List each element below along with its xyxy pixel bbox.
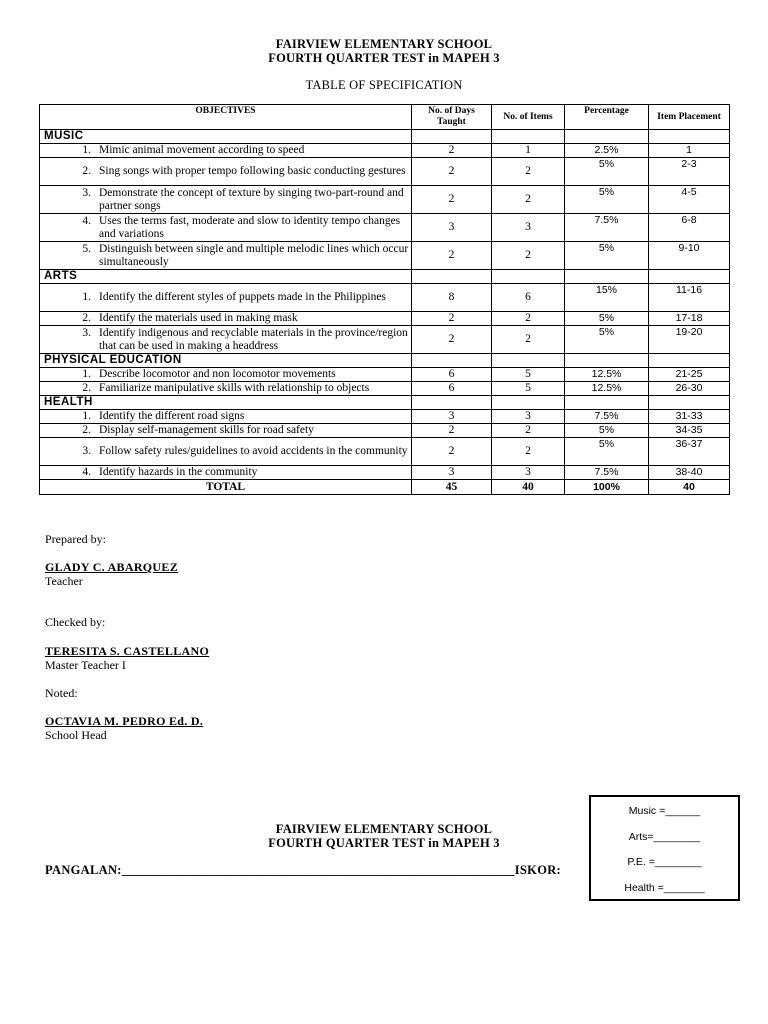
objective-cell <box>40 424 412 438</box>
days-taught-cell: 3 <box>412 466 492 480</box>
percentage-cell: 5% <box>565 186 649 214</box>
total-items: 40 <box>492 480 565 495</box>
objective-text: Follow safety rules/guidelines to avoid accidents in the community <box>99 445 408 457</box>
objective <box>42 291 409 304</box>
objective-text: Identify indigenous and recyclable materials in the province/region that can be used in making a headdress <box>99 326 408 352</box>
objective-text: Display self-management skills for road safety <box>99 424 314 436</box>
objective-cell <box>40 158 412 186</box>
objective-number: 3. <box>82 326 91 339</box>
items-cell: 1 <box>492 144 565 158</box>
table-row <box>40 186 730 214</box>
empty-cell <box>565 354 649 368</box>
days-taught-header: No. of Days Taught <box>412 105 492 130</box>
objective-number: 1. <box>82 144 91 156</box>
empty-cell <box>412 396 492 410</box>
percentage-cell: 5% <box>565 424 649 438</box>
school-name: FAIRVIEW ELEMENTARY SCHOOL <box>275 37 493 51</box>
noted-label: Noted: <box>45 686 78 700</box>
section-heading: MUSIC <box>40 130 412 144</box>
objective-cell <box>40 466 412 480</box>
section-row <box>40 270 730 284</box>
objective-cell <box>40 312 412 326</box>
days-taught-cell: 2 <box>412 158 492 186</box>
days-taught-cell: 3 <box>412 214 492 242</box>
empty-cell <box>649 396 730 410</box>
objective-text: Distinguish between single and multiple melodic lines which occur simultaneously <box>99 242 409 268</box>
music-score-field: Music =______ <box>628 805 701 817</box>
percentage-cell: 7.5% <box>565 466 649 480</box>
percentage-cell: 15% <box>565 284 649 312</box>
objective-cell <box>40 144 412 158</box>
objective-text: Describe locomotor and non locomotor movements <box>99 368 336 380</box>
table-row <box>40 382 730 396</box>
objective <box>42 243 409 269</box>
total-percentage: 100% <box>565 480 649 495</box>
objective <box>42 424 409 437</box>
section-row <box>40 354 730 368</box>
noted-name: OCTAVIA M. PEDRO Ed. D. <box>45 714 204 728</box>
days-taught-cell: 2 <box>412 242 492 270</box>
days-taught-cell: 2 <box>412 326 492 354</box>
checked-by-role: Master Teacher I <box>45 658 126 672</box>
test-page-title: FOURTH QUARTER TEST in MAPEH 3 <box>268 836 500 850</box>
items-cell: 2 <box>492 326 565 354</box>
empty-cell <box>565 130 649 144</box>
prepared-by-label: Prepared by: <box>45 532 106 546</box>
objective-cell <box>40 382 412 396</box>
percentage-cell: 2.5% <box>565 144 649 158</box>
percentage-cell: 5% <box>565 158 649 186</box>
prepared-by-role: Teacher <box>45 574 83 588</box>
items-cell: 3 <box>492 466 565 480</box>
objective-text: Uses the terms fast, moderate and slow to identity tempo changes and variations <box>99 214 401 240</box>
objective-text: Identify the different styles of puppets made in the Philippines <box>99 291 386 303</box>
objective-text: Identify the materials used in making mask <box>99 312 298 324</box>
objective <box>42 368 409 381</box>
table-row <box>40 214 730 242</box>
objective <box>42 312 409 325</box>
objective-number: 4. <box>82 214 91 227</box>
empty-cell <box>412 130 492 144</box>
days-taught-cell: 2 <box>412 438 492 466</box>
days-taught-cell: 2 <box>412 186 492 214</box>
objective-number: 2. <box>82 312 91 324</box>
table-row <box>40 312 730 326</box>
days-taught-cell: 8 <box>412 284 492 312</box>
test-school-name: FAIRVIEW ELEMENTARY SCHOOL <box>275 822 493 836</box>
objective-cell <box>40 438 412 466</box>
checked-by-label: Checked by: <box>45 615 106 629</box>
items-cell: 2 <box>492 158 565 186</box>
section-row <box>40 130 730 144</box>
percentage-cell: 7.5% <box>565 214 649 242</box>
item-placement-cell: 4-5 <box>649 186 730 214</box>
percentage-cell: 7.5% <box>565 410 649 424</box>
item-placement-cell: 2-3 <box>649 158 730 186</box>
objective-number: 1. <box>82 291 91 303</box>
empty-cell <box>649 270 730 284</box>
table-row <box>40 438 730 466</box>
objective-cell <box>40 368 412 382</box>
objective-text: Sing songs with proper tempo following basic conducting gestures <box>99 165 406 177</box>
specification-table <box>39 104 730 495</box>
objective <box>42 187 409 213</box>
empty-cell <box>649 354 730 368</box>
objective-number: 1. <box>82 368 91 380</box>
items-cell: 2 <box>492 186 565 214</box>
items-cell: 6 <box>492 284 565 312</box>
objective-text: Identify hazards in the community <box>99 466 258 478</box>
objective-text: Demonstrate the concept of texture by singing two-part-round and partner songs <box>99 186 404 212</box>
objective-number: 2. <box>82 382 91 394</box>
table-row <box>40 284 730 312</box>
objective-text: Mimic animal movement according to speed <box>99 144 305 156</box>
objective <box>42 215 409 241</box>
objective-cell <box>40 410 412 424</box>
item-placement-cell: 1 <box>649 144 730 158</box>
items-cell: 5 <box>492 382 565 396</box>
objective-cell <box>40 242 412 270</box>
total-label: TOTAL <box>40 480 412 495</box>
percentage-cell: 5% <box>565 242 649 270</box>
table-row <box>40 144 730 158</box>
objective-cell <box>40 214 412 242</box>
days-taught-cell: 6 <box>412 368 492 382</box>
objective <box>42 144 409 157</box>
item-placement-cell: 17-18 <box>649 312 730 326</box>
name-score-line: PANGALAN:____________________________________________________________ISKOR: <box>45 863 562 877</box>
items-cell: 2 <box>492 242 565 270</box>
section-heading: HEALTH <box>40 396 412 410</box>
item-placement-cell: 34-35 <box>649 424 730 438</box>
score-box <box>589 795 740 901</box>
total-row <box>40 480 730 495</box>
objective <box>42 466 409 479</box>
objective <box>42 327 409 353</box>
empty-cell <box>565 270 649 284</box>
empty-cell <box>492 130 565 144</box>
prepared-by-name: GLADY C. ABARQUEZ <box>45 560 179 574</box>
item-placement-cell: 6-8 <box>649 214 730 242</box>
objective-number: 2. <box>82 424 91 436</box>
percentage-cell: 12.5% <box>565 382 649 396</box>
items-cell: 3 <box>492 410 565 424</box>
objectives-header: OBJECTIVES <box>40 105 412 130</box>
days-taught-cell: 3 <box>412 410 492 424</box>
item-placement-cell: 19-20 <box>649 326 730 354</box>
percentage-cell: 12.5% <box>565 368 649 382</box>
percentage-cell: 5% <box>565 312 649 326</box>
item-placement-cell: 21-25 <box>649 368 730 382</box>
item-placement-cell: 36-37 <box>649 438 730 466</box>
section-heading: PHYSICAL EDUCATION <box>40 354 412 368</box>
number-of-items-header: No. of Items <box>492 105 565 130</box>
test-title: FOURTH QUARTER TEST in MAPEH 3 <box>268 51 500 65</box>
days-taught-cell: 2 <box>412 144 492 158</box>
empty-cell <box>412 270 492 284</box>
percentage-cell: 5% <box>565 438 649 466</box>
table-row <box>40 466 730 480</box>
objective-cell <box>40 284 412 312</box>
empty-cell <box>492 396 565 410</box>
item-placement-cell: 38-40 <box>649 466 730 480</box>
objective <box>42 410 409 423</box>
table-row <box>40 368 730 382</box>
days-taught-cell: 6 <box>412 382 492 396</box>
objective-cell <box>40 186 412 214</box>
objective-number: 2. <box>82 165 91 177</box>
empty-cell <box>649 130 730 144</box>
item-placement-cell: 9-10 <box>649 242 730 270</box>
empty-cell <box>565 396 649 410</box>
item-placement-cell: 31-33 <box>649 410 730 424</box>
objective-number: 4. <box>82 466 91 478</box>
items-cell: 3 <box>492 214 565 242</box>
checked-by-name: TERESITA S. CASTELLANO <box>45 644 210 658</box>
table-row <box>40 424 730 438</box>
section-heading: ARTS <box>40 270 412 284</box>
objective <box>42 382 409 395</box>
item-placement-cell: 11-16 <box>649 284 730 312</box>
empty-cell <box>492 354 565 368</box>
arts-score-field: Arts=________ <box>628 831 701 843</box>
objective-number: 3. <box>82 186 91 199</box>
item-placement-header: Item Placement <box>649 105 730 130</box>
table-row <box>40 326 730 354</box>
days-taught-cell: 2 <box>412 424 492 438</box>
document-title: TABLE OF SPECIFICATION <box>305 78 463 92</box>
health-score-field: Health =_______ <box>624 882 705 894</box>
percentage-cell: 5% <box>565 326 649 354</box>
noted-role: School Head <box>45 728 107 742</box>
items-cell: 2 <box>492 424 565 438</box>
objective <box>42 445 409 458</box>
objective-cell <box>40 326 412 354</box>
table-row <box>40 242 730 270</box>
table-row <box>40 158 730 186</box>
objective-text: Identify the different road signs <box>99 410 245 422</box>
empty-cell <box>492 270 565 284</box>
section-row <box>40 396 730 410</box>
items-cell: 5 <box>492 368 565 382</box>
items-cell: 2 <box>492 438 565 466</box>
items-cell: 2 <box>492 312 565 326</box>
pe-score-field: P.E. =________ <box>627 856 702 868</box>
objective-number: 3. <box>82 445 91 457</box>
objective-number: 1. <box>82 410 91 422</box>
empty-cell <box>412 354 492 368</box>
total-days: 45 <box>412 480 492 495</box>
item-placement-cell: 26-30 <box>649 382 730 396</box>
total-placement: 40 <box>649 480 730 495</box>
percentage-header: Percentage <box>565 105 649 130</box>
objective-text: Familiarize manipulative skills with relationship to objects <box>99 382 370 394</box>
objective <box>42 165 409 178</box>
days-taught-cell: 2 <box>412 312 492 326</box>
table-row <box>40 410 730 424</box>
objective-number: 5. <box>82 242 91 255</box>
